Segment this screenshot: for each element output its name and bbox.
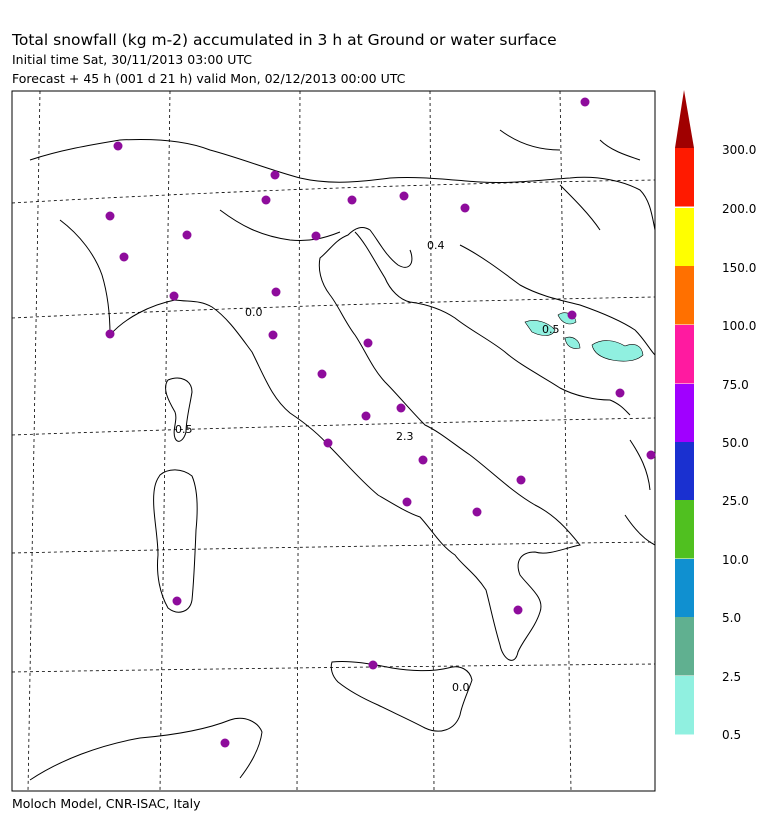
station-marker: [616, 389, 625, 398]
station-marker: [324, 439, 333, 448]
station-marker: [312, 232, 321, 241]
station-marker: [369, 661, 378, 670]
colorbar-label: 5.0: [722, 611, 742, 625]
station-marker: [397, 404, 406, 413]
initial-time: Initial time Sat, 30/11/2013 03:00 UTC: [12, 52, 253, 67]
colorbar-segment: [675, 148, 694, 207]
station-marker: [362, 412, 371, 421]
station-marker: [568, 311, 577, 320]
colorbar-label: 300.0: [722, 143, 757, 157]
colorbar-segment: [675, 500, 694, 559]
colorbar-segment: [675, 559, 694, 618]
station-marker: [272, 288, 281, 297]
contour-label: 0.0: [452, 681, 470, 694]
station-marker: [106, 212, 115, 221]
station-marker: [114, 142, 123, 151]
station-marker: [120, 253, 129, 262]
station-marker: [517, 476, 526, 485]
forecast-valid-time: Forecast + 45 h (001 d 21 h) valid Mon, 02/12/2013 00:00 UTC: [12, 71, 406, 86]
station-marker: [461, 204, 470, 213]
colorbar-label: 50.0: [722, 436, 749, 450]
colorbar-label: 200.0: [722, 202, 757, 216]
station-marker: [170, 292, 179, 301]
colorbar-segment: [675, 325, 694, 384]
map-frame: [12, 91, 655, 791]
station-marker: [419, 456, 428, 465]
colorbar-segment: [675, 617, 694, 676]
station-marker: [514, 606, 523, 615]
colorbar-label: 100.0: [722, 319, 757, 333]
map-title: Total snowfall (kg m-2) accumulated in 3 h at Ground or water surface: [12, 31, 557, 49]
station-marker: [106, 330, 115, 339]
colorbar-label: 75.0: [722, 378, 749, 392]
colorbar-segment: [675, 442, 694, 501]
colorbar: [675, 90, 694, 735]
colorbar-segment: [675, 676, 694, 735]
station-marker: [271, 171, 280, 180]
colorbar-label: 25.0: [722, 494, 749, 508]
colorbar-arrow: [675, 90, 694, 148]
colorbar-label: 150.0: [722, 261, 757, 275]
contour-label: 0.5: [175, 423, 193, 436]
station-marker: [318, 370, 327, 379]
colorbar-label: 0.5: [722, 728, 742, 742]
colorbar-label: 10.0: [722, 553, 749, 567]
contour-label: 0.4: [427, 239, 445, 252]
station-marker: [581, 98, 590, 107]
contour-label: 0.0: [245, 306, 263, 319]
station-marker: [183, 231, 192, 240]
station-marker: [647, 451, 656, 460]
station-marker: [403, 498, 412, 507]
station-marker: [269, 331, 278, 340]
station-marker: [262, 196, 271, 205]
station-marker: [348, 196, 357, 205]
station-marker: [364, 339, 373, 348]
station-marker: [473, 508, 482, 517]
station-marker: [400, 192, 409, 201]
colorbar-segment: [675, 266, 694, 325]
colorbar-label: 2.5: [722, 670, 742, 684]
contour-label: 0.5: [542, 323, 560, 336]
colorbar-segment: [675, 208, 694, 267]
station-marker: [173, 597, 182, 606]
contour-label: 2.3: [396, 430, 414, 443]
model-credit: Moloch Model, CNR-ISAC, Italy: [12, 796, 201, 811]
station-marker: [221, 739, 230, 748]
colorbar-segment: [675, 384, 694, 443]
